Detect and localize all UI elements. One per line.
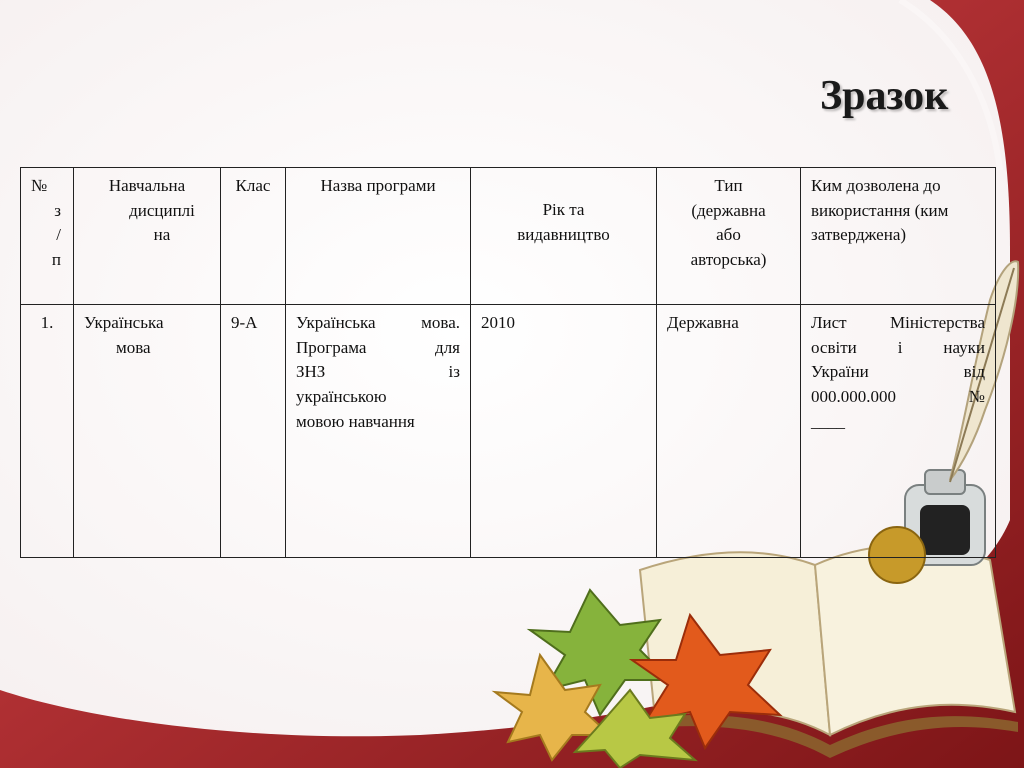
header-year xyxy=(471,168,657,305)
slide-title: Зразок xyxy=(820,73,949,119)
cell-approved-by xyxy=(801,305,996,558)
header-number xyxy=(21,168,74,305)
cell-approved-line: освіти і науки xyxy=(811,337,985,357)
header-type-line: Тип xyxy=(714,176,743,195)
header-approved-by xyxy=(801,168,996,305)
cell-approved-line: ____ xyxy=(811,411,845,431)
cell-discipline xyxy=(74,305,221,558)
cell-approved-line: Лист Міністерства xyxy=(811,313,985,332)
cell-type: Державна xyxy=(657,305,801,558)
cell-discipline-line: Українська xyxy=(84,313,164,332)
header-number-line: з xyxy=(54,200,61,220)
header-approved-line: використання (ким xyxy=(811,200,949,220)
cell-program-line: українською xyxy=(296,386,387,406)
cell-class: 9-А xyxy=(221,305,286,558)
cell-approved-line: 000.000.000 № xyxy=(811,386,985,406)
header-number-line: / xyxy=(56,225,61,245)
cell-program-line: Українська мова. xyxy=(296,313,460,332)
header-approved-line: Ким дозволена до xyxy=(811,176,941,195)
header-discipline-line: на xyxy=(153,225,171,245)
table-header-row xyxy=(21,168,996,305)
header-discipline-line: Навчальна xyxy=(108,176,186,195)
cell-program-line: Програма для xyxy=(296,337,460,357)
header-type-line: (державна xyxy=(691,200,766,220)
cell-program-name xyxy=(286,305,471,558)
header-year-line: видавництво xyxy=(517,224,610,244)
cell-discipline-line: мова xyxy=(116,337,151,357)
header-number-line: п xyxy=(51,249,61,269)
header-type-line: або xyxy=(716,225,741,245)
header-discipline-line: дисциплі xyxy=(129,200,195,220)
header-type-line: авторська) xyxy=(690,249,767,269)
cell-program-line: мовою навчання xyxy=(296,411,415,431)
cell-program-line: ЗНЗ із xyxy=(296,362,460,382)
header-type xyxy=(657,168,801,305)
header-program-name: Назва програми xyxy=(286,168,471,305)
cell-number: 1. xyxy=(21,305,74,558)
header-discipline xyxy=(74,168,221,305)
header-number-line: № xyxy=(31,176,48,195)
header-approved-line: затверджена) xyxy=(811,225,907,245)
table-row xyxy=(21,305,996,558)
header-year-line: Рік та xyxy=(542,200,585,219)
cell-year: 2010 xyxy=(471,305,657,558)
header-class: Клас xyxy=(221,168,286,305)
program-table xyxy=(20,167,996,558)
cell-approved-line: України від xyxy=(811,362,985,382)
